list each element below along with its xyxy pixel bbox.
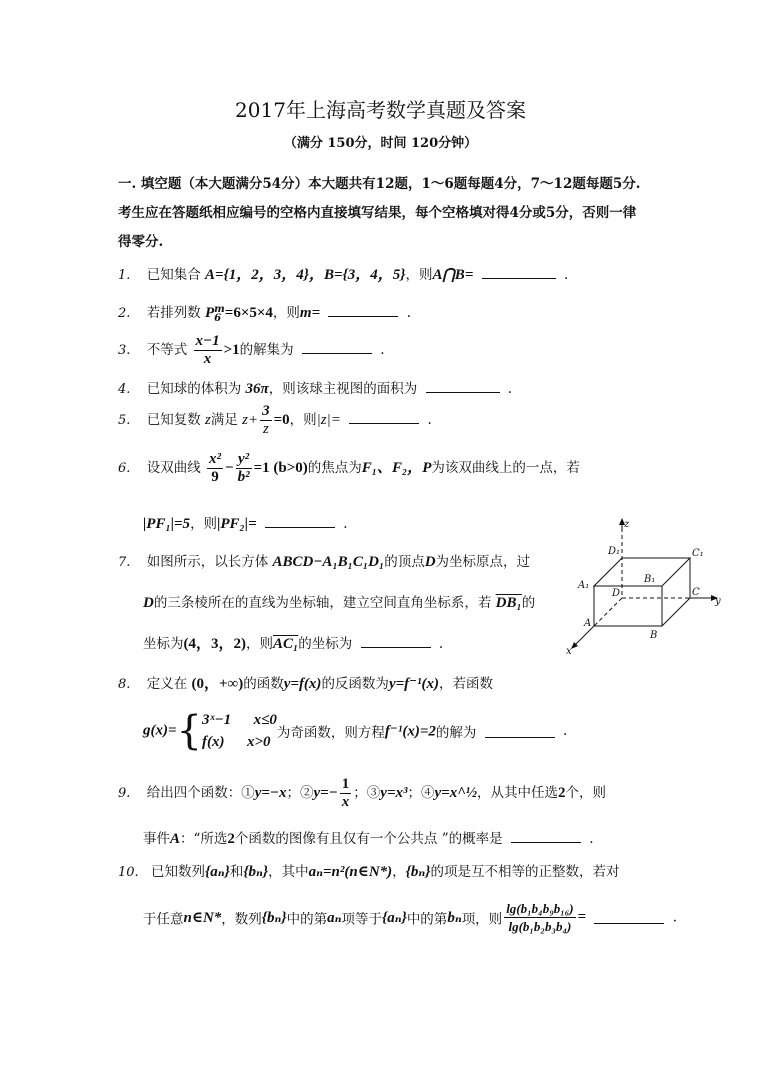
label-B1: B₁ xyxy=(644,574,656,585)
answer-blank[interactable] xyxy=(265,515,335,528)
section-heading-line3: 得零分. xyxy=(118,234,164,250)
label-B: B xyxy=(650,630,658,641)
label-D: D xyxy=(612,588,621,599)
label-D1: D₁ xyxy=(608,546,621,557)
question-6: 6. 设双曲线 $\frac{\text{x²}}{9}$ − $\frac{\text{y²}}{\text{b²}}$ =1 (b>0)的焦点为F₁、F₂，P为该双曲线上的一点，若 xyxy=(118,451,580,485)
answer-blank[interactable] xyxy=(426,380,500,393)
section-heading-line1: 一. 填空题（本大题满分54分）本大题共有12题，1～6题每题4分，7～12题每题5分. xyxy=(118,176,641,192)
answer-blank[interactable] xyxy=(361,635,431,648)
question-8: 8. 定义在 (0，+∞)的函数y=f(x)的反函数为y=f⁻¹(x)，若函数 xyxy=(118,676,494,692)
question-7-line3: 坐标为(4，3，2)，则AC₁的坐标为 . xyxy=(143,636,444,652)
answer-blank[interactable] xyxy=(302,341,372,354)
answer-blank[interactable] xyxy=(328,304,398,317)
label-y: y xyxy=(715,596,721,607)
section-heading-line2: 考生应在答题纸相应编号的空格内直接填写结果，每个空格填对得4分或5分，否则一律 xyxy=(118,205,637,221)
x-axis xyxy=(574,626,594,646)
right-bottom-edge xyxy=(662,598,690,626)
answer-blank[interactable] xyxy=(485,725,555,738)
label-A1: A₁ xyxy=(578,580,590,591)
answer-blank[interactable] xyxy=(594,911,664,924)
top-face xyxy=(594,558,690,586)
question-10: 10. 已知数列{aₙ}和{bₙ}，其中aₙ=n²(n∈N*)，{bₙ}的项是互不相等的正整数，若对 xyxy=(118,864,620,880)
front-face xyxy=(594,586,662,626)
question-2: 2. 若排列数 P m 6 =6×5×4，则m= . xyxy=(118,303,412,324)
question-9: 9. 给出四个函数：①y=−x；②y=− $\frac{1}{x}$ ；③y=x³；④y=x^½，从其中任选2个，则 xyxy=(118,776,607,810)
x-axis-hidden xyxy=(594,598,622,626)
question-4: 4. 已知球的体积为 36π，则该球主视图的面积为 . xyxy=(118,381,513,397)
question-3: 3. 不等式 $\frac{x-1}{x}$ >1的解集为 . xyxy=(118,333,385,367)
label-C: C xyxy=(692,587,700,598)
question-9-line2: 事件A：“所选2个函数的图像有且仅有一个公共点 ”的概率是 . xyxy=(143,831,594,847)
label-x: x xyxy=(566,646,572,657)
page-title: 2017年上海高考数学真题及答案 xyxy=(235,98,526,122)
answer-blank[interactable] xyxy=(511,830,581,843)
question-5: 5. 已知复数 z满足 z+ $\frac{3}{z}$ =0，则|z|= . xyxy=(118,403,432,437)
question-6-line2: |PF₁|=5，则|PF₂|= . xyxy=(143,516,348,532)
cuboid-figure xyxy=(560,518,730,658)
question-10-line2: 于任意n∈N*，数列{bₙ}中的第aₙ项等于{aₙ}中的第bₙ项，则 $\frac{\text{lg(b₁b₄b₉b₁₆)}}{\text{lg(b₁b₂b₃b₄)}}$ = . xyxy=(143,901,678,934)
label-C1: C₁ xyxy=(692,548,704,559)
question-8-line2: g(x)={ 3ˣ−1 x≤0 f(x) x>0 为奇函数，则方程f⁻¹(x)=2的解为 . xyxy=(143,708,568,754)
question-number: 1. xyxy=(118,268,131,283)
answer-blank[interactable] xyxy=(349,411,419,424)
question-7: 7. 如图所示，以长方体 ABCD−A₁B₁C₁D₁的顶点D为坐标原点，过 xyxy=(118,554,531,570)
page-subtitle: （满分 150分，时间 120分钟） xyxy=(283,136,478,151)
question-7-line2: D的三条棱所在的直线为坐标轴，建立空间直角坐标系，若 DB₁的 xyxy=(143,595,536,611)
question-1: 1. 已知集合 A={1，2，3，4}，B={3，4，5}，则A⋂B= . xyxy=(118,267,569,283)
answer-blank[interactable] xyxy=(482,266,556,279)
label-z: z xyxy=(624,519,630,530)
label-A: A xyxy=(584,618,592,629)
